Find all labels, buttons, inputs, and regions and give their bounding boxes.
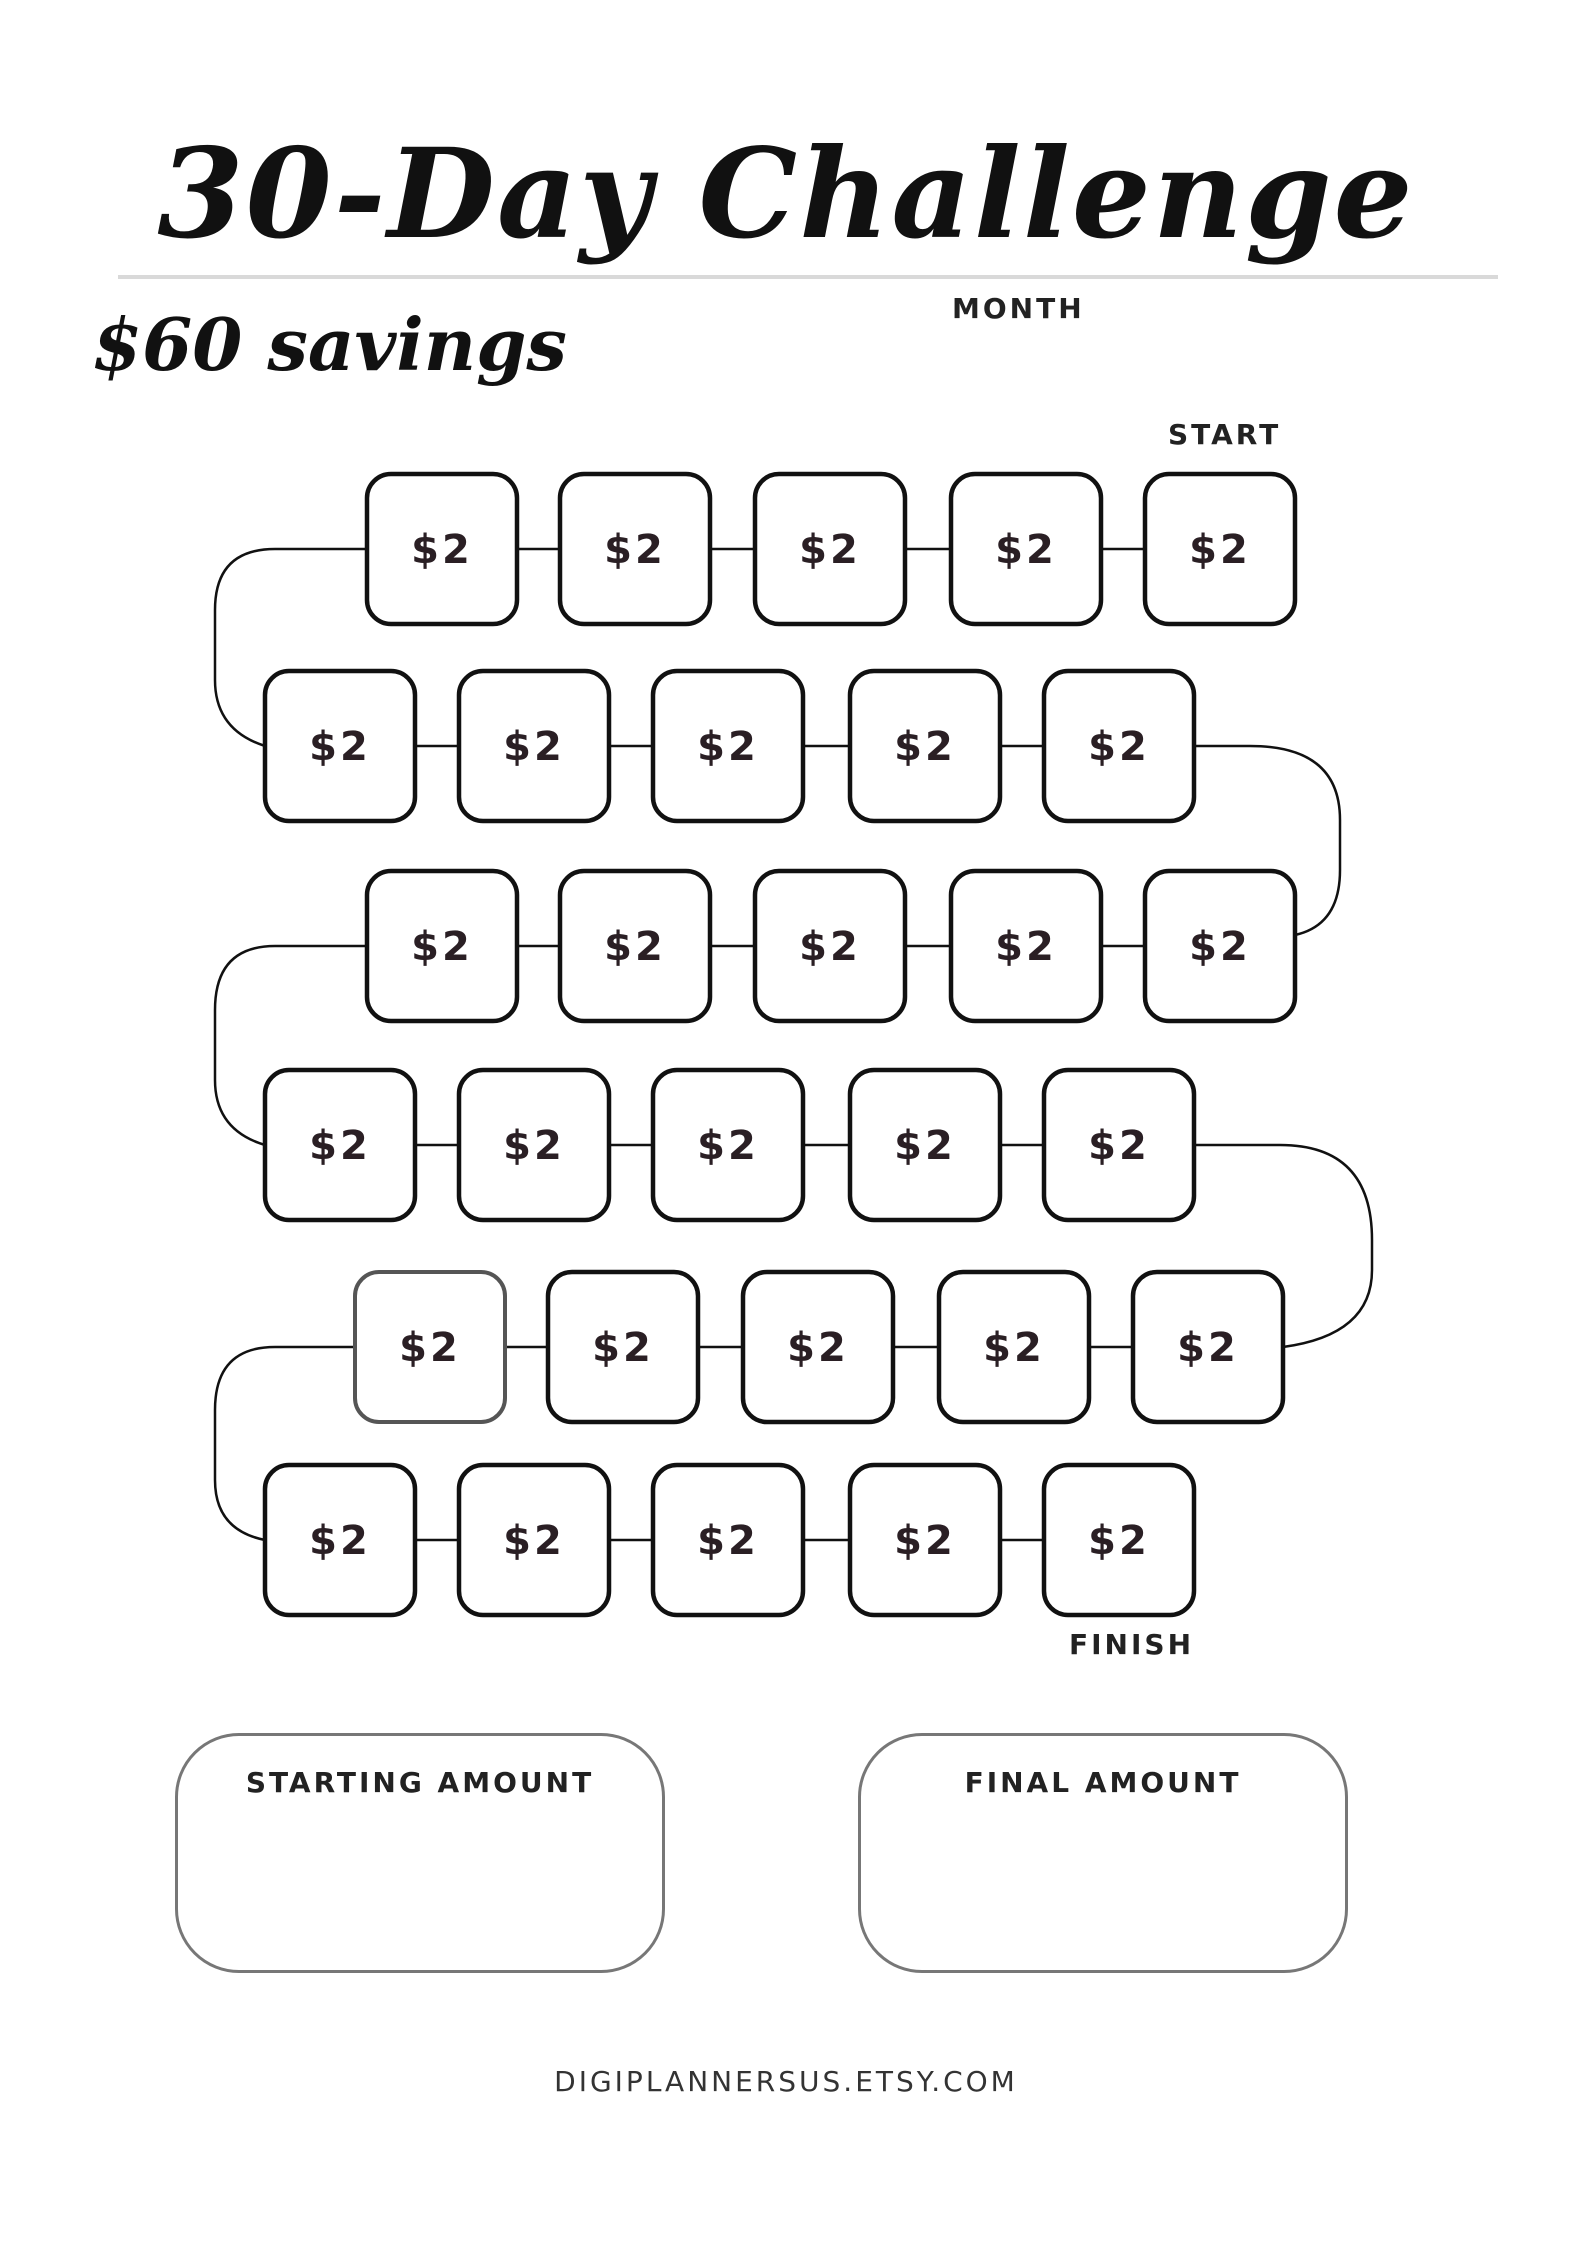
challenge-cell[interactable] [850,1465,1000,1615]
challenge-cell-amount: $2 [309,1518,371,1564]
challenge-cell-amount: $2 [894,724,956,770]
challenge-cell[interactable] [265,671,415,821]
starting-amount-label: STARTING AMOUNT [245,1766,595,1799]
challenge-cell[interactable] [1133,1272,1283,1422]
challenge-cell[interactable] [1044,671,1194,821]
challenge-cell-amount: $2 [1189,924,1251,970]
challenge-cell[interactable] [653,1070,803,1220]
challenge-cell-amount: $2 [995,924,1057,970]
challenge-cell[interactable] [265,1070,415,1220]
challenge-cell[interactable] [265,1465,415,1615]
challenge-cell-amount: $2 [604,527,666,573]
challenge-cell[interactable] [548,1272,698,1422]
final-amount-box[interactable] [858,1733,1348,1973]
challenge-cell-amount: $2 [799,527,861,573]
footer-website: DIGIPLANNERSUS.ETSY.COM [554,2065,1018,2098]
challenge-cell-amount: $2 [1177,1325,1239,1371]
challenge-cell-amount: $2 [1088,1123,1150,1169]
challenge-cell-amount: $2 [1088,1518,1150,1564]
challenge-cells [265,474,1295,1615]
final-amount-label: FINAL AMOUNT [964,1766,1242,1799]
challenge-cell-amount: $2 [604,924,666,970]
challenge-cell[interactable] [951,474,1101,624]
challenge-cell[interactable] [850,1070,1000,1220]
challenge-cell-amount: $2 [1088,724,1150,770]
challenge-cell-amount: $2 [697,724,759,770]
challenge-cell-amount: $2 [697,1518,759,1564]
challenge-cell[interactable] [653,1465,803,1615]
challenge-cell[interactable] [939,1272,1089,1422]
challenge-cell[interactable] [560,871,710,1021]
challenge-cell[interactable] [355,1272,505,1422]
challenge-cell-amount: $2 [503,1123,565,1169]
challenge-cell[interactable] [459,1070,609,1220]
month-label: MONTH [952,292,1085,325]
challenge-cell[interactable] [743,1272,893,1422]
challenge-cell[interactable] [560,474,710,624]
challenge-cell[interactable] [367,474,517,624]
challenge-cell[interactable] [459,671,609,821]
challenge-cell[interactable] [755,474,905,624]
challenge-cell-amount: $2 [399,1325,461,1371]
challenge-cell-amount: $2 [411,924,473,970]
starting-amount-box[interactable] [175,1733,665,1973]
challenge-cell[interactable] [653,671,803,821]
challenge-cell-amount: $2 [697,1123,759,1169]
challenge-cell[interactable] [850,671,1000,821]
challenge-cell[interactable] [1145,474,1295,624]
challenge-cell[interactable] [367,871,517,1021]
challenge-cell-amount: $2 [894,1518,956,1564]
savings-subtitle: $60 savings [92,302,567,387]
challenge-cell-amount: $2 [799,924,861,970]
challenge-cell[interactable] [951,871,1101,1021]
challenge-cell[interactable] [1044,1070,1194,1220]
challenge-cell-amount: $2 [894,1123,956,1169]
challenge-cell-amount: $2 [995,527,1057,573]
challenge-cell[interactable] [459,1465,609,1615]
challenge-cell-amount: $2 [309,724,371,770]
start-label: START [1168,418,1282,451]
challenge-cell-amount: $2 [592,1325,654,1371]
finish-label: FINISH [1069,1628,1194,1661]
page-title: 30-Day Challenge [157,122,1415,267]
challenge-cell-amount: $2 [411,527,473,573]
challenge-cell-amount: $2 [787,1325,849,1371]
challenge-cell-amount: $2 [503,724,565,770]
challenge-cell-amount: $2 [1189,527,1251,573]
challenge-cell[interactable] [1145,871,1295,1021]
challenge-cell-amount: $2 [309,1123,371,1169]
challenge-cell[interactable] [1044,1465,1194,1615]
challenge-cell-amount: $2 [983,1325,1045,1371]
challenge-cell[interactable] [755,871,905,1021]
challenge-cell-amount: $2 [503,1518,565,1564]
